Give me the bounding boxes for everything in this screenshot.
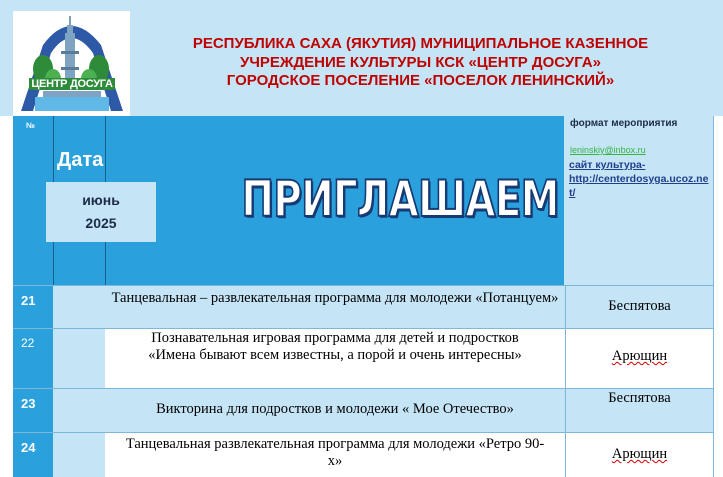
event-row: [13, 328, 714, 388]
event-organizer: Беспятова: [608, 390, 671, 406]
table-divider: [13, 432, 714, 433]
organization-title: [138, 35, 703, 91]
site-link[interactable]: [569, 158, 711, 200]
event-organizer: Беспятова: [608, 298, 671, 314]
event-number: 23: [13, 388, 53, 432]
month-label: июнь: [82, 192, 120, 208]
event-row: [13, 432, 714, 477]
event-number: 21: [13, 285, 53, 328]
date-column-label: Дата: [57, 149, 104, 171]
table-divider: [13, 328, 714, 329]
table-divider: [565, 285, 566, 477]
event-organizer-name: Арющин: [611, 348, 668, 364]
event-number: 22: [13, 328, 53, 388]
site-label: сайт культура-: [569, 159, 646, 171]
table-divider: [13, 285, 714, 286]
table-divider: [13, 388, 714, 389]
site-url: http://centerdosyga.ucoz.net/: [569, 173, 709, 199]
logo-text: ЦЕНТР ДОСУГА: [29, 78, 115, 90]
email-link[interactable]: leninskiy@inbox.ru: [570, 145, 646, 155]
logo: [13, 11, 130, 117]
event-row: [13, 285, 714, 328]
event-organizer: [565, 328, 714, 388]
info-panel: [564, 116, 714, 285]
format-label: формат мероприятия: [570, 118, 678, 129]
event-description: Танцевальная развлекательная программа для молодежи «Ретро 90-х»: [125, 436, 545, 469]
title-line-1: РЕСПУБЛИКА САХА (ЯКУТИЯ) МУНИЦИПАЛЬНОЕ КАЗЕННОЕ: [192, 35, 649, 52]
number-column-label: №: [26, 121, 35, 130]
date-box: [46, 182, 156, 242]
table-divider: [713, 116, 714, 477]
title-line-2: УЧРЕЖДЕНИЕ КУЛЬТУРЫ КСК «ЦЕНТР ДОСУГА»: [240, 53, 601, 71]
event-organizer: [565, 432, 714, 477]
event-number: 24: [13, 432, 53, 477]
event-description: Танцевальная – развлекательная программа для молодежи «Потанцуем»: [111, 290, 559, 306]
title-line-3: ГОРОДСКОЕ ПОСЕЛЕНИЕ «ПОСЕЛОК ЛЕНИНСКИЙ»: [226, 72, 615, 89]
event-organizer-name: Арющин: [611, 446, 668, 462]
event-description: Познавательная игровая программа для детей и подростков «Имена бывают всем известны, а порой и очень интересны»: [148, 330, 522, 363]
invite-heading: ПРИГЛАШАЕМ: [241, 170, 559, 228]
event-row: [13, 388, 714, 432]
logo-emblem-icon: [13, 11, 130, 117]
year-label: 2025: [85, 215, 117, 231]
event-description: Викторина для подростков и молодежи « Мое Отечество»: [156, 401, 514, 417]
